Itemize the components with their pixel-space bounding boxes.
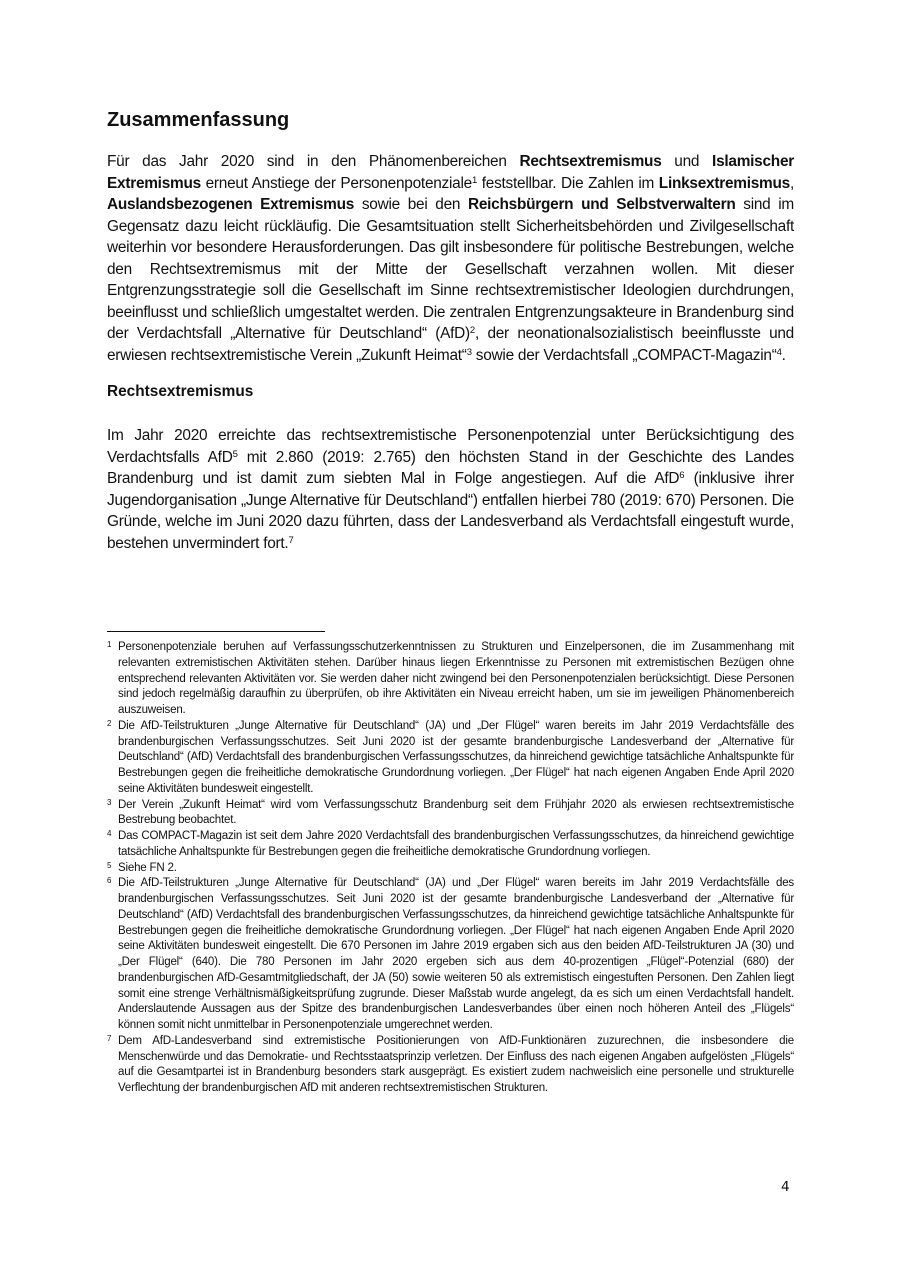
footnote-text: Siehe FN 2. [118, 861, 177, 874]
footnote-ref: 6 [679, 469, 685, 481]
footnote-ref: 3 [466, 346, 472, 358]
footnote-number: 5 [107, 860, 112, 870]
footnote-item [107, 719, 794, 798]
summary-text: Für das Jahr 2020 sind in den Phänomenbereichen [107, 153, 520, 170]
summary-bold-term: Reichsbürgern und Selbstverwaltern [467, 196, 736, 213]
footnote-text: Dem AfD-Landesverband sind extremistische Positionierungen von AfD-Funktionären zuzurechnen, die insbesondere die Menschenwürde und das Demokratie- und Rechtsstaatsprinzip verletzen. Der Einfluss des nach eigenen Angaben aufgelösten „Flügels“ auf die Gesamtpartei ist in Brandenburg besonders stark ausgeprägt. Es existiert zudem nachweislich eine personelle und strukturelle Verflechtung der brandenburgischen AfD mit anderen rechtsextremistischen Strukturen. [118, 1034, 794, 1094]
footnote-item [107, 798, 794, 830]
summary-bold-term: Rechtsextremismus [519, 153, 662, 170]
footnote-ref: 7 [288, 534, 294, 546]
footnote-text: Das COMPACT-Magazin ist seit dem Jahre 2020 Verdachtsfall des brandenburgischen Verfassungsschutzes, da hinreichend gewichtige tatsächliche Anhaltspunkte für Bestrebungen gegen die freiheitliche demokratische Grundordnung vorliegen. [118, 830, 794, 858]
footnote-item [107, 876, 794, 1034]
footnote-ref: 5 [232, 448, 238, 460]
page-number: 4 [781, 1179, 790, 1195]
summary-text: erneut Anstiege der Personenpotenziale [200, 174, 472, 192]
footnote-list [107, 640, 794, 1097]
footnote-number: 4 [107, 829, 112, 838]
summary-bold-term: Islamischer Extremismus [107, 153, 794, 192]
rechts-text: (inklusive ihrer Jugendorganisation „Junge Alternative für Deutschland“) entfallen hierbei 780 (2019: 670) Personen. Die Gründe, welche im Juni 2020 dazu führten, dass der Landesverband als Verdachtsfall eingestuft wurde, bestehen unvermindert fort. [107, 470, 794, 552]
footnote-number: 2 [107, 718, 112, 728]
footnote-item [107, 640, 794, 719]
footnote-divider [107, 631, 325, 632]
footnote-item [107, 829, 794, 861]
footnote-number: 7 [107, 1033, 112, 1043]
footnote-item [107, 861, 794, 877]
rechts-text: mit 2.860 (2019: 2.765) den höchsten Stand in der Geschichte des Landes Brandenburg und ist damit zum siebten Mal in Folge angestiegen. Auf die AfD [107, 448, 794, 487]
summary-bold-term: Auslandsbezogenen Extremismus [107, 196, 355, 213]
summary-text: und [661, 153, 713, 170]
rechts-paragraph [107, 425, 794, 554]
summary-text: . [781, 346, 786, 364]
footnote-ref: 2 [469, 324, 475, 336]
summary-paragraph [107, 151, 794, 366]
footnote-ref: 1 [471, 174, 478, 186]
footnote-number: 3 [107, 797, 112, 807]
summary-text: sowie der Verdachtsfall „COMPACT-Magazin“ [471, 346, 777, 364]
footnote-text: Die AfD-Teilstrukturen „Junge Alternative für Deutschland“ (JA) und „Der Flügel“ waren bereits im Jahr 2019 Verdachtsfälle des brandenburgischen Verfassungsschutzes. Seit Juni 2020 ist der gesamte brandenburgische Landesverband der „Alternative für Deutschland“ (AfD) Verdachtsfall des brandenburgischen Verfassungsschutzes, da hinreichend gewichtige tatsächliche Anhaltspunkte für Bestrebungen gegen die freiheitliche demokratische Grundordnung vorliegen. „Der Flügel“ hat nach eigenen Angaben Ende April 2020 seine Aktivitäten bundesweit eingestellt. [118, 719, 794, 795]
footnote-text: Der Verein „Zukunft Heimat“ wird vom Verfassungsschutz Brandenburg seit dem Frühjahr 2020 als erwiesen rechtsextremistische Bestrebung beobachtet. [118, 798, 794, 827]
footnote-text: Personenpotenziale beruhen auf Verfassungsschutzerkenntnissen zu Strukturen und Einzelpersonen, die im Zusammenhang mit relevanten extremistischen Aktivitäten stehen. Darüber hinaus liegen Erkenntnisse zu Personen mit extremistischen Bezügen ohne entsprechend relevanten Aktivitäten vor. Sie werden daher nicht zwingend bei den Personenpotenzialen berücksichtigt. Diese Personen sind jedoch regelmäßig daraufhin zu überprüfen, ob ihre Aktivitäten ein Niveau erreicht haben, um sie im jeweiligen Phänomenbereich auszuweisen. [118, 641, 794, 716]
summary-text: , der neonationalsozialistisch beeinflusste und erwiesen rechtsextremistische Verein „Zukunft Heimat“ [107, 325, 794, 364]
footnote-number: 6 [107, 876, 112, 886]
footnote-item [107, 1034, 794, 1097]
summary-text: , [789, 174, 794, 192]
footnote-ref: 4 [776, 346, 782, 358]
summary-bold-term: Linksextremismus [658, 174, 790, 192]
footnote-number: 1 [107, 640, 112, 649]
rechts-text: Im Jahr 2020 erreichte das rechtsextremistische Personenpotenzial unter Berücksichtigung des Verdachtsfalls AfD [107, 427, 794, 466]
page-title: Zusammenfassung [107, 109, 290, 131]
section-heading-rechtsextremismus: Rechtsextremismus [107, 383, 254, 400]
summary-text: feststellbar. Die Zahlen im [477, 174, 659, 192]
summary-text: sind im Gegensatz dazu leicht rückläufig. Die Gesamtsituation stellt Sicherheitsbehörden und Zivilgesellschaft weiterhin vor besondere Herausforderungen. Das gilt insbesondere für politische Bestrebungen, welche den Rechtsextremismus mit der Mitte der Gesellschaft verzahnen wollen. Mit dieser Entgrenzungsstrategie soll die Gesellschaft im Sinne rechtsextremistischer Ideologien durchdrungen, beeinflusst und schließlich umgestaltet werden. Die zentralen Entgrenzungsakteure in Brandenburg sind der Verdachtsfall „Alternative für Deutschland“ (AfD) [107, 196, 794, 342]
footnote-text: Die AfD-Teilstrukturen „Junge Alternative für Deutschland“ (JA) und „Der Flügel“ waren bereits im Jahr 2019 Verdachtsfälle des brandenburgischen Verfassungsschutzes. Seit Juni 2020 ist der gesamte brandenburgische Landesverband der „Alternative für Deutschland“ (AfD) Verdachtsfall des brandenburgischen Verfassungsschutzes, da hinreichend gewichtige tatsächliche Anhaltspunkte für Bestrebungen gegen die freiheitliche demokratische Grundordnung vorliegen. „Der Flügel“ hat nach eigenen Angaben Ende April 2020 seine Aktivitäten bundesweit eingestellt. Die 670 Personen im Jahre 2019 ergaben sich aus den beiden AfD-Teilstrukturen JA (30) und „Der Flügel“ (640). Die 780 Personen im Jahr 2020 ergeben sich aus dem 40-prozentigen „Flügel“-Potenzial (680) der brandenburgischen AfD-Gesamtmitgliedschaft, der JA (50) sowie weiteren 50 als extremistisch eingestuften Personen. Den Zahlen liegt somit eine strenge Verhältnismäßigkeitsprüfung zugrunde. Dieser Maßstab wurde angelegt, da es sich um einen Verdachtsfall handelt. Anderslautende Aussagen aus der Spitze des brandenburgischen Landesverbandes über einen noch höheren Anteil des „Flügels“ können somit nicht unmittelbar in Personenpotenziale umgerechnet werden. [118, 877, 794, 1031]
summary-text: sowie bei den [354, 196, 468, 213]
